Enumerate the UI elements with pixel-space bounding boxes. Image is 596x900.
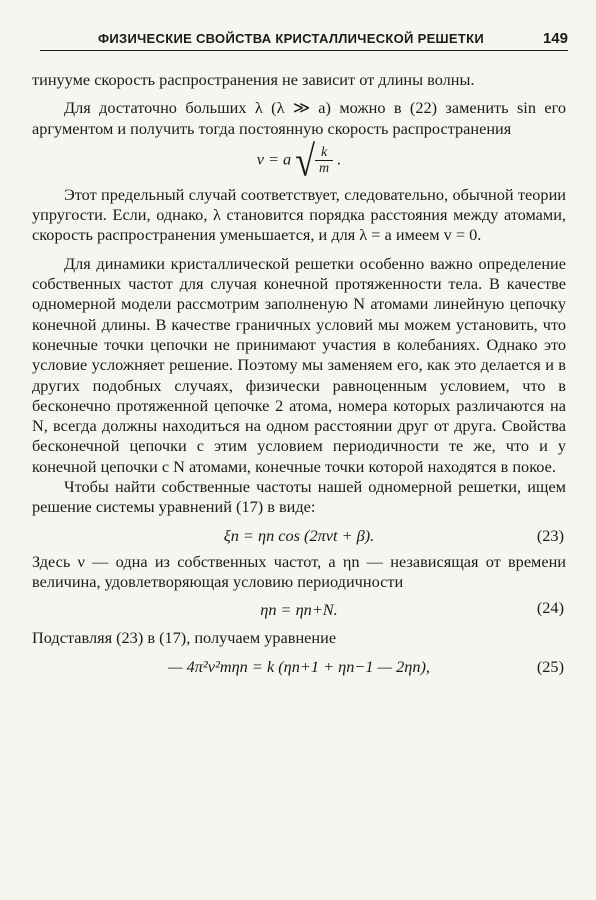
page-number: 149	[542, 30, 568, 47]
paragraph-3: Этот предельный случай соответствует, следовательно, обычной теории упругости. Если, однако, λ становится порядка расстояния между атомами, скорость распространения уменьшается, и для λ = a имеем v = 0.	[32, 184, 566, 245]
page-header	[40, 28, 568, 51]
formula-23	[32, 518, 566, 552]
fraction-denominator: m	[319, 161, 330, 177]
paragraph-2: Для достаточно больших λ (λ ≫ a) можно в (22) заменить sin его аргументом и получить тогда постоянную скорость распространения	[32, 98, 566, 138]
formula-25	[32, 649, 566, 683]
sqrt-sign: √	[295, 136, 316, 185]
formula-23-expr: ξn = ηn cos (2πνt + β).	[223, 525, 375, 545]
formula-25-expr: — 4π²ν²mηn = k (ηn+1 + ηn−1 — 2ηn),	[168, 656, 430, 676]
formula-25-number: (25)	[536, 656, 564, 676]
fraction-numerator: k	[315, 145, 333, 161]
paragraph-1: тинууме скорость распространения не зависит от длины волны.	[32, 70, 475, 89]
formula-velocity	[32, 136, 566, 185]
body-text	[32, 70, 566, 683]
formula-24	[32, 592, 566, 628]
paragraph-4: Для динамики кристаллической решетки особенно важно определение собственных частот для случая конечной протяженности тела. В качестве одномерной модели рассмотрим заполненую N атомами линейную цепочку конечной длины. В качестве граничных условий мы можем установить, что конечные точки цепочки не принимают участия в колебаниях. Однако это условие усложняет решение. Поэтому мы заменяем его, как это делается и в других подобных случаях, физически равноценным условием, что в бесконечно протяженной цепочке 2 атома, номера которых различаются на N, всегда должны находиться на одном расстоянии друг от друга. Свойства бесконечной цепочки с этим условием периодичности те же, что и у конечной цепочки с N атомами, конечные точки которой находятся в покое.	[32, 253, 566, 476]
formula-24-number: (24)	[536, 598, 564, 618]
fraction	[315, 145, 333, 176]
running-head: ФИЗИЧЕСКИЕ СВОЙСТВА КРИСТАЛЛИЧЕСКОЙ РЕШЕТКИ	[98, 31, 484, 46]
formula-24-expr: ηn = ηn+N.	[260, 600, 338, 620]
paragraph-6: Здесь ν — одна из собственных частот, а ηn — независящая от времени величина, удовлетворяющая условию периодичности	[32, 551, 566, 591]
formula-velocity-trail: .	[337, 149, 342, 169]
paragraph-5: Чтобы найти собственные частоты нашей одномерной решетки, ищем решение системы уравнений (17) в виде:	[32, 477, 566, 517]
paragraph-7: Подставляя (23) в (17), получаем уравнение	[32, 628, 337, 648]
formula-velocity-lhs: v = a	[256, 149, 292, 169]
formula-23-number: (23)	[536, 525, 564, 545]
